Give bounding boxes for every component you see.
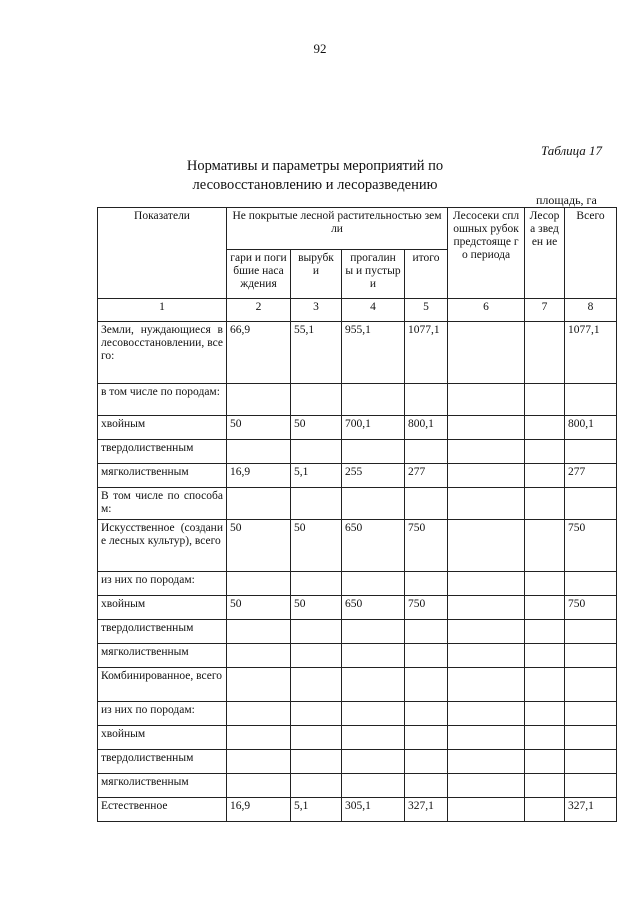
table-row — [98, 620, 617, 644]
cell-col-8 — [565, 620, 617, 644]
cell-col-3 — [291, 384, 342, 416]
cell-col-3: 5,1 — [291, 798, 342, 822]
cell-col-7 — [525, 668, 565, 702]
cell-col-3 — [291, 644, 342, 668]
row-label: твердолиственным — [98, 750, 227, 774]
table-row — [98, 440, 617, 464]
cell-col-3 — [291, 702, 342, 726]
cell-col-6 — [448, 668, 525, 702]
cell-col-6 — [448, 520, 525, 572]
row-label: хвойным — [98, 596, 227, 620]
cell-col-7 — [525, 644, 565, 668]
row-label: твердолиственным — [98, 440, 227, 464]
norms-table — [97, 207, 617, 822]
cell-col-7 — [525, 440, 565, 464]
cell-col-5 — [405, 384, 448, 416]
cell-col-2 — [227, 644, 291, 668]
cell-col-2 — [227, 702, 291, 726]
cell-col-5 — [405, 750, 448, 774]
cell-col-6 — [448, 322, 525, 384]
column-number: 3 — [291, 299, 342, 322]
cell-col-7 — [525, 488, 565, 520]
cell-col-4 — [342, 702, 405, 726]
column-number: 6 — [448, 299, 525, 322]
cell-col-5: 277 — [405, 464, 448, 488]
cell-col-4 — [342, 620, 405, 644]
cell-col-4 — [342, 440, 405, 464]
cell-col-6 — [448, 572, 525, 596]
cell-col-8 — [565, 668, 617, 702]
column-number-row — [98, 299, 617, 322]
cell-col-2: 50 — [227, 596, 291, 620]
cell-col-4 — [342, 750, 405, 774]
cell-col-3 — [291, 488, 342, 520]
table-row — [98, 750, 617, 774]
cell-col-7 — [525, 774, 565, 798]
cell-col-7 — [525, 322, 565, 384]
table-title: Нормативы и параметры мероприятий по лесовосстановлению и лесоразведению — [186, 158, 444, 193]
table-row — [98, 668, 617, 702]
cell-col-4: 255 — [342, 464, 405, 488]
cell-col-6 — [448, 644, 525, 668]
cell-col-7 — [525, 520, 565, 572]
cell-col-8 — [565, 702, 617, 726]
cell-col-8 — [565, 750, 617, 774]
table-number: Таблица 17 — [541, 143, 603, 158]
cell-col-5: 800,1 — [405, 416, 448, 440]
cell-col-5 — [405, 488, 448, 520]
header-row — [98, 208, 617, 250]
cell-col-6 — [448, 798, 525, 822]
cell-col-4 — [342, 726, 405, 750]
cell-col-5 — [405, 774, 448, 798]
table-row — [98, 726, 617, 750]
cell-col-2 — [227, 572, 291, 596]
cell-col-3: 5,1 — [291, 464, 342, 488]
cell-col-7 — [525, 572, 565, 596]
cell-col-6 — [448, 726, 525, 750]
cell-col-5: 750 — [405, 520, 448, 572]
cell-col-2: 50 — [227, 520, 291, 572]
header-subtotal: итого — [405, 250, 448, 299]
cell-col-5 — [405, 726, 448, 750]
cell-col-5 — [405, 702, 448, 726]
cell-col-3: 55,1 — [291, 322, 342, 384]
header-afforestation: Лесора зведен ие — [525, 208, 565, 299]
cell-col-2: 66,9 — [227, 322, 291, 384]
row-label: мягколиственным — [98, 774, 227, 798]
cell-col-6 — [448, 620, 525, 644]
header-indicators: Показатели — [98, 208, 227, 299]
header-glades: прогалин ы и пустыри — [342, 250, 405, 299]
cell-col-5 — [405, 644, 448, 668]
cell-col-2: 16,9 — [227, 798, 291, 822]
table-row — [98, 702, 617, 726]
header-burns: гари и погибшие насаждения — [227, 250, 291, 299]
cell-col-3 — [291, 572, 342, 596]
cell-col-8 — [565, 440, 617, 464]
cell-col-8: 800,1 — [565, 416, 617, 440]
column-number: 1 — [98, 299, 227, 322]
row-label: Земли, нуждающиеся в лесовосстановлении, всего: — [98, 322, 227, 384]
cell-col-7 — [525, 620, 565, 644]
cell-col-3 — [291, 750, 342, 774]
cell-col-5 — [405, 572, 448, 596]
cell-col-8 — [565, 774, 617, 798]
cell-col-8: 750 — [565, 520, 617, 572]
row-label: мягколиственным — [98, 464, 227, 488]
cell-col-6 — [448, 596, 525, 620]
cell-col-2 — [227, 620, 291, 644]
column-number: 8 — [565, 299, 617, 322]
cell-col-8: 1077,1 — [565, 322, 617, 384]
cell-col-6 — [448, 440, 525, 464]
header-clearcuts: Лесосеки сплошных рубок предстояще го периода — [448, 208, 525, 299]
cell-col-4: 955,1 — [342, 322, 405, 384]
table-row — [98, 596, 617, 620]
cell-col-8: 277 — [565, 464, 617, 488]
cell-col-4: 305,1 — [342, 798, 405, 822]
cell-col-2 — [227, 384, 291, 416]
cell-col-3 — [291, 668, 342, 702]
column-number: 7 — [525, 299, 565, 322]
row-label: в том числе по породам: — [98, 384, 227, 416]
table-row — [98, 520, 617, 572]
page-number: 92 — [313, 41, 327, 56]
row-label: хвойным — [98, 726, 227, 750]
cell-col-7 — [525, 726, 565, 750]
header-not-covered-lands: Не покрытые леcной растительностью земли — [227, 208, 448, 250]
cell-col-2: 50 — [227, 416, 291, 440]
header-cuttings: вырубк и — [291, 250, 342, 299]
cell-col-5 — [405, 440, 448, 464]
cell-col-7 — [525, 384, 565, 416]
row-label: мягколиственным — [98, 644, 227, 668]
table-row — [98, 798, 617, 822]
cell-col-3 — [291, 726, 342, 750]
cell-col-7 — [525, 464, 565, 488]
column-number: 5 — [405, 299, 448, 322]
cell-col-4 — [342, 572, 405, 596]
cell-col-7 — [525, 416, 565, 440]
cell-col-2 — [227, 488, 291, 520]
row-label: хвойным — [98, 416, 227, 440]
cell-col-4: 650 — [342, 596, 405, 620]
cell-col-3 — [291, 620, 342, 644]
cell-col-2 — [227, 726, 291, 750]
cell-col-4 — [342, 488, 405, 520]
cell-col-4 — [342, 668, 405, 702]
cell-col-5 — [405, 620, 448, 644]
cell-col-6 — [448, 488, 525, 520]
column-number: 4 — [342, 299, 405, 322]
table-row — [98, 322, 617, 384]
table-row — [98, 416, 617, 440]
cell-col-6 — [448, 774, 525, 798]
cell-col-4 — [342, 774, 405, 798]
table-row — [98, 464, 617, 488]
cell-col-6 — [448, 750, 525, 774]
table-row — [98, 644, 617, 668]
cell-col-7 — [525, 702, 565, 726]
table-row — [98, 774, 617, 798]
cell-col-3: 50 — [291, 596, 342, 620]
row-label: Естественное — [98, 798, 227, 822]
cell-col-3 — [291, 774, 342, 798]
cell-col-2 — [227, 750, 291, 774]
units-label: площадь, га — [536, 193, 597, 207]
cell-col-3 — [291, 440, 342, 464]
cell-col-7 — [525, 750, 565, 774]
cell-col-6 — [448, 702, 525, 726]
cell-col-4 — [342, 384, 405, 416]
table-row — [98, 384, 617, 416]
row-label: твердолиственным — [98, 620, 227, 644]
cell-col-6 — [448, 416, 525, 440]
cell-col-8 — [565, 384, 617, 416]
cell-col-7 — [525, 596, 565, 620]
cell-col-8: 327,1 — [565, 798, 617, 822]
cell-col-6 — [448, 384, 525, 416]
cell-col-4 — [342, 644, 405, 668]
cell-col-4: 700,1 — [342, 416, 405, 440]
cell-col-4: 650 — [342, 520, 405, 572]
row-label: В том числе по способам: — [98, 488, 227, 520]
row-label: Искусственное (создание лесных культур), всего — [98, 520, 227, 572]
row-label: из них по породам: — [98, 702, 227, 726]
cell-col-5: 1077,1 — [405, 322, 448, 384]
cell-col-2 — [227, 440, 291, 464]
row-label: Комбинированное, всего — [98, 668, 227, 702]
cell-col-5 — [405, 668, 448, 702]
cell-col-5: 750 — [405, 596, 448, 620]
cell-col-6 — [448, 464, 525, 488]
row-label: из них по породам: — [98, 572, 227, 596]
cell-col-8: 750 — [565, 596, 617, 620]
cell-col-3: 50 — [291, 416, 342, 440]
cell-col-2 — [227, 668, 291, 702]
cell-col-3: 50 — [291, 520, 342, 572]
header-total: Всего — [565, 208, 617, 299]
column-number: 2 — [227, 299, 291, 322]
cell-col-8 — [565, 644, 617, 668]
table-row — [98, 488, 617, 520]
cell-col-8 — [565, 726, 617, 750]
table-row — [98, 572, 617, 596]
cell-col-8 — [565, 488, 617, 520]
cell-col-5: 327,1 — [405, 798, 448, 822]
cell-col-7 — [525, 798, 565, 822]
cell-col-2: 16,9 — [227, 464, 291, 488]
cell-col-8 — [565, 572, 617, 596]
cell-col-2 — [227, 774, 291, 798]
